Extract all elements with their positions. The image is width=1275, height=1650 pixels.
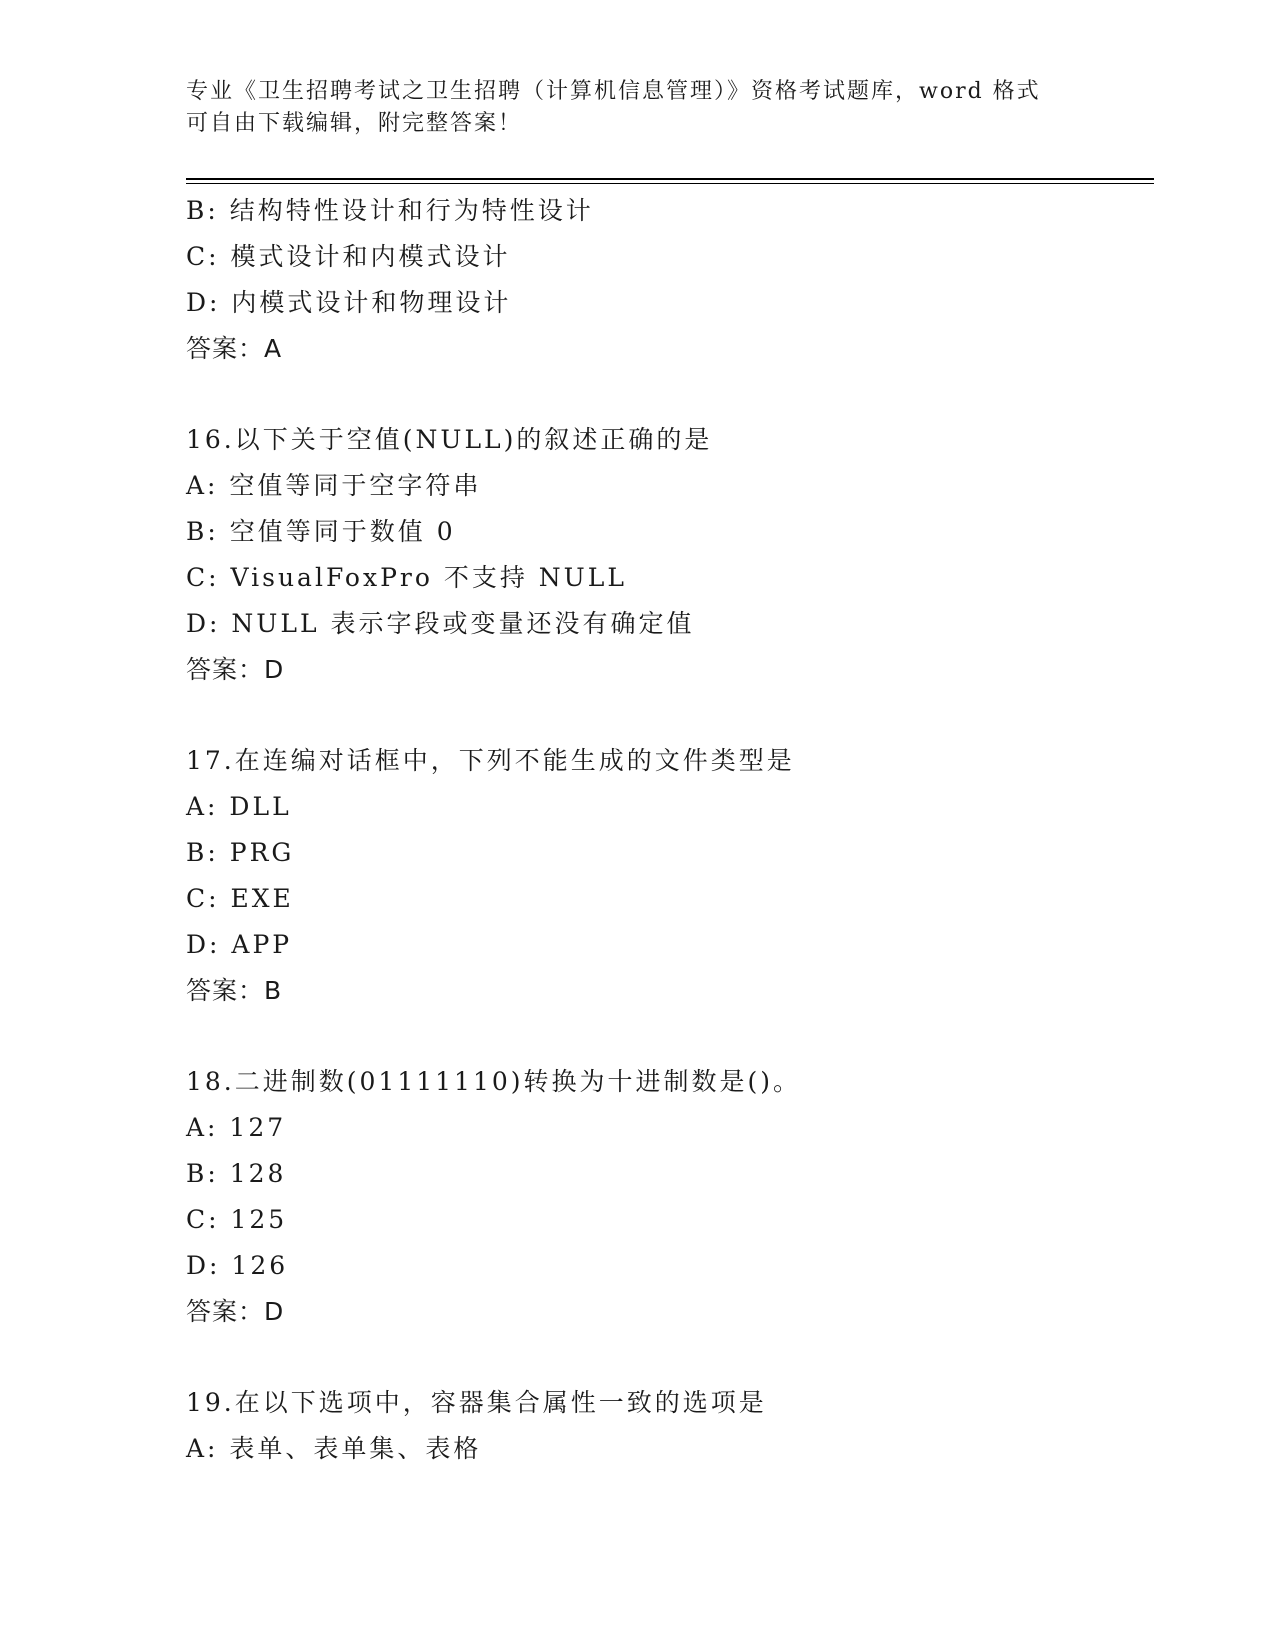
header-line-2: 可自由下载编辑，附完整答案！ [186, 111, 523, 136]
question-block-18 [186, 1059, 1154, 1335]
header-divider-thick [186, 178, 1154, 180]
option-b: B: 128 [186, 1159, 287, 1188]
question-block-16 [186, 417, 1154, 693]
question-text: 17.在连编对话框中，下列不能生成的文件类型是 [186, 746, 795, 775]
option-d: D: 内模式设计和物理设计 [186, 288, 512, 317]
option-b: B: PRG [186, 838, 295, 867]
header-divider-thin [186, 183, 1154, 184]
option-b: B: 结构特性设计和行为特性设计 [186, 196, 594, 225]
answer-label: 答案：D [186, 1297, 285, 1326]
header-line-1: 专业《卫生招聘考试之卫生招聘（计算机信息管理）》资格考试题库，word 格式 [186, 79, 1041, 104]
question-text: 19.在以下选项中，容器集合属性一致的选项是 [186, 1388, 767, 1417]
question-block-17 [186, 738, 1154, 1014]
option-d: D: APP [186, 930, 293, 959]
question-text: 16.以下关于空值(NULL)的叙述正确的是 [186, 425, 713, 454]
answer-label: 答案：A [186, 334, 283, 363]
question-text: 18.二进制数(01111110)转换为十进制数是()。 [186, 1067, 802, 1096]
option-c: C: 125 [186, 1205, 288, 1234]
option-d: D: 126 [186, 1251, 289, 1280]
document-header [186, 76, 1086, 140]
option-c: C: VisualFoxPro 不支持 NULL [186, 563, 627, 592]
option-a: A: 127 [186, 1113, 287, 1142]
option-c: C: EXE [186, 884, 294, 913]
question-block-19 [186, 1380, 1154, 1472]
question-list [186, 188, 1154, 1472]
option-a: A: DLL [186, 792, 292, 821]
option-a: A: 空值等同于空字符串 [186, 471, 482, 500]
option-a: A: 表单、表单集、表格 [186, 1434, 482, 1463]
answer-label: 答案：B [186, 976, 283, 1005]
option-c: C: 模式设计和内模式设计 [186, 242, 511, 271]
option-d: D: NULL 表示字段或变量还没有确定值 [186, 609, 695, 638]
question-block-15 [186, 188, 1154, 372]
answer-label: 答案：D [186, 655, 285, 684]
option-b: B: 空值等同于数值 0 [186, 517, 456, 546]
